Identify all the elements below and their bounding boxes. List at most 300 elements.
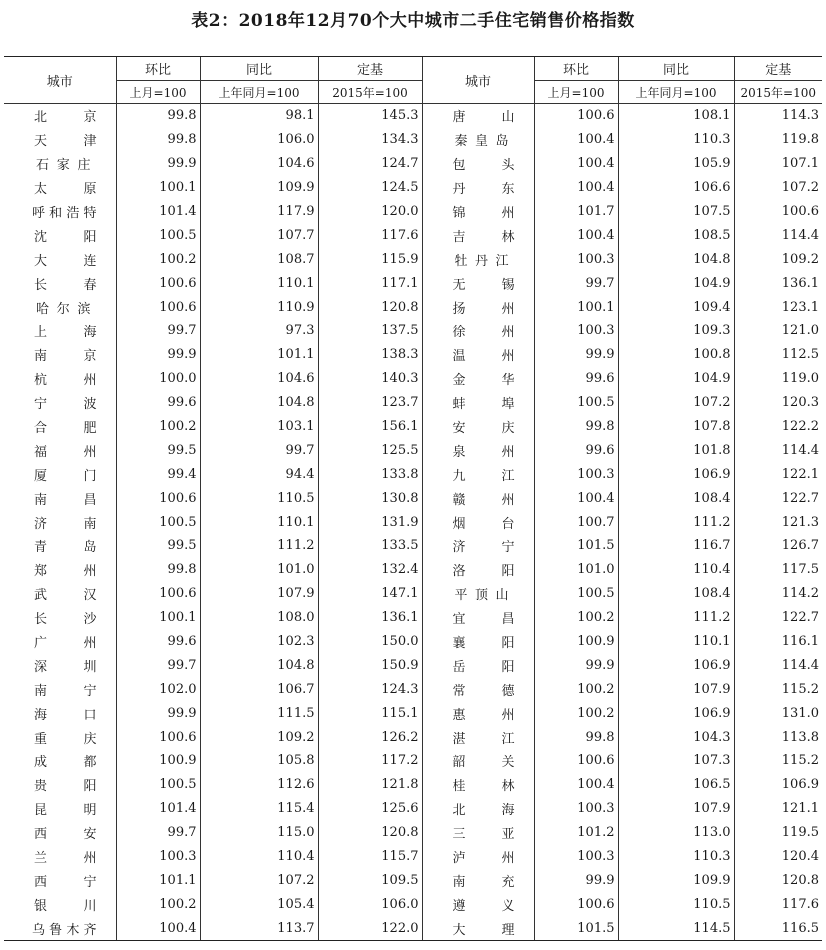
mom-value-left: 100.5 xyxy=(116,510,200,534)
city-name-left: 哈尔滨 xyxy=(4,295,116,319)
city-name-left: 南京 xyxy=(4,343,116,367)
base-value-right: 122.2 xyxy=(781,419,819,435)
city-name-left: 宁波 xyxy=(4,391,116,415)
base-value-left: 136.1 xyxy=(318,606,422,630)
table-row xyxy=(4,892,822,916)
mom-value-right: 100.7 xyxy=(534,510,618,534)
table-row xyxy=(4,653,822,677)
yoy-value-right: 108.5 xyxy=(618,223,734,247)
city-name-right: 丹东 xyxy=(422,176,534,200)
city-name-left: 沈阳 xyxy=(4,223,116,247)
base-value-right: 115.2 xyxy=(781,681,819,697)
table-row xyxy=(4,558,822,582)
city-name-left: 广州 xyxy=(4,630,116,654)
yoy-value-left: 108.0 xyxy=(200,606,318,630)
mom-value-left: 99.7 xyxy=(116,319,200,343)
mom-value-left: 100.0 xyxy=(116,367,200,391)
city-name-left: 杭州 xyxy=(4,367,116,391)
city-name-right: 无锡 xyxy=(422,271,534,295)
base-value-right: 100.6 xyxy=(781,204,819,219)
base-value-right: 123.1 xyxy=(781,299,819,315)
city-name-right: 锦州 xyxy=(422,200,534,224)
yoy-value-right: 108.1 xyxy=(618,104,734,128)
base-value-left: 120.8 xyxy=(318,821,422,845)
table-row xyxy=(4,223,822,247)
base-value-right: 121.0 xyxy=(781,323,819,339)
base-value-right: 109.2 xyxy=(781,251,819,267)
city-name-left: 石家庄 xyxy=(4,152,116,176)
yoy-value-left: 106.7 xyxy=(200,677,318,701)
city-name-left: 西安 xyxy=(4,821,116,845)
city-name-right: 洛阳 xyxy=(422,558,534,582)
header-row-labels xyxy=(4,57,822,81)
yoy-basis-right: 上年同月=100 xyxy=(618,81,734,104)
base-value-right: 119.8 xyxy=(781,132,819,148)
base-value-right: 114.4 xyxy=(781,442,819,458)
base-value-left: 117.6 xyxy=(318,223,422,247)
table-header xyxy=(4,57,822,104)
base-value-left: 120.0 xyxy=(318,200,422,224)
mom-value-left: 101.4 xyxy=(116,200,200,224)
city-name-left: 乌鲁木齐 xyxy=(4,916,116,940)
yoy-value-left: 109.9 xyxy=(200,176,318,200)
city-name-left: 大连 xyxy=(4,247,116,271)
base-value-right: 107.2 xyxy=(781,180,819,196)
yoy-value-left: 94.4 xyxy=(200,462,318,486)
base-value-left: 150.9 xyxy=(318,653,422,677)
yoy-value-left: 104.6 xyxy=(200,367,318,391)
yoy-value-left: 104.8 xyxy=(200,391,318,415)
table-row xyxy=(4,630,822,654)
city-name-right: 吉林 xyxy=(422,223,534,247)
city-name-right: 平顶山 xyxy=(422,582,534,606)
city-name-left: 昆明 xyxy=(4,797,116,821)
city-column-header-left: 城市 xyxy=(4,57,116,104)
table-row xyxy=(4,295,822,319)
base-value-left: 123.7 xyxy=(318,391,422,415)
base-basis-left: 2015年=100 xyxy=(318,81,422,104)
city-name-left: 济南 xyxy=(4,510,116,534)
table-row xyxy=(4,701,822,725)
mom-value-right: 100.4 xyxy=(534,176,618,200)
yoy-value-left: 103.1 xyxy=(200,415,318,439)
base-value-left: 124.5 xyxy=(318,176,422,200)
yoy-value-right: 105.9 xyxy=(618,152,734,176)
mom-value-left: 99.6 xyxy=(116,391,200,415)
base-value-right: 136.1 xyxy=(781,275,819,291)
base-value-right: 113.8 xyxy=(781,729,819,745)
base-value-right: 115.2 xyxy=(781,753,819,769)
mom-value-left: 100.6 xyxy=(116,486,200,510)
mom-value-left: 99.7 xyxy=(116,821,200,845)
mom-value-left: 99.4 xyxy=(116,462,200,486)
base-value-right: 114.4 xyxy=(781,227,819,243)
mom-value-left: 100.5 xyxy=(116,223,200,247)
mom-value-right: 100.2 xyxy=(534,701,618,725)
base-value-left: 150.0 xyxy=(318,630,422,654)
yoy-value-left: 111.5 xyxy=(200,701,318,725)
base-value-left: 109.5 xyxy=(318,869,422,893)
table-row xyxy=(4,773,822,797)
yoy-value-right: 104.9 xyxy=(618,271,734,295)
base-value-right: 122.7 xyxy=(781,610,819,626)
base-value-right: 117.6 xyxy=(781,896,819,912)
city-name-left: 海口 xyxy=(4,701,116,725)
mom-value-left: 100.5 xyxy=(116,773,200,797)
table-row xyxy=(4,677,822,701)
table-row xyxy=(4,797,822,821)
base-value-left: 147.1 xyxy=(318,582,422,606)
yoy-value-right: 109.3 xyxy=(618,319,734,343)
yoy-value-right: 106.9 xyxy=(618,701,734,725)
yoy-value-left: 109.2 xyxy=(200,725,318,749)
table-row xyxy=(4,438,822,462)
base-value-left: 124.3 xyxy=(318,677,422,701)
yoy-value-left: 99.7 xyxy=(200,438,318,462)
table-row xyxy=(4,582,822,606)
base-value-right: 112.5 xyxy=(781,347,819,363)
base-value-left: 137.5 xyxy=(318,319,422,343)
yoy-value-right: 107.3 xyxy=(618,749,734,773)
mom-value-right: 100.4 xyxy=(534,223,618,247)
city-name-left: 深圳 xyxy=(4,653,116,677)
mom-value-left: 100.1 xyxy=(116,176,200,200)
yoy-value-left: 112.6 xyxy=(200,773,318,797)
city-name-right: 温州 xyxy=(422,343,534,367)
base-value-right: 121.3 xyxy=(781,514,819,530)
yoy-value-left: 106.0 xyxy=(200,128,318,152)
mom-value-left: 100.2 xyxy=(116,415,200,439)
city-name-right: 桂林 xyxy=(422,773,534,797)
city-column-header-right: 城市 xyxy=(422,57,534,104)
base-value-left: 130.8 xyxy=(318,486,422,510)
yoy-value-left: 110.9 xyxy=(200,295,318,319)
yoy-value-left: 105.8 xyxy=(200,749,318,773)
yoy-value-right: 106.9 xyxy=(618,462,734,486)
table-row xyxy=(4,869,822,893)
mom-value-left: 100.4 xyxy=(116,916,200,940)
table-title: 表2：2018年12月70个大中城市二手住宅销售价格指数 xyxy=(191,11,635,31)
city-name-right: 扬州 xyxy=(422,295,534,319)
city-name-right: 襄阳 xyxy=(422,630,534,654)
base-value-right: 126.7 xyxy=(781,538,819,554)
mom-value-left: 99.9 xyxy=(116,343,200,367)
table-row xyxy=(4,247,822,271)
mom-value-left: 100.6 xyxy=(116,295,200,319)
base-value-left: 156.1 xyxy=(318,415,422,439)
mom-value-right: 99.8 xyxy=(534,725,618,749)
base-value-left: 134.3 xyxy=(318,128,422,152)
city-name-right: 金华 xyxy=(422,367,534,391)
table-row xyxy=(4,200,822,224)
mom-value-left: 99.8 xyxy=(116,104,200,128)
city-name-right: 岳阳 xyxy=(422,653,534,677)
table-row xyxy=(4,534,822,558)
mom-value-left: 99.5 xyxy=(116,438,200,462)
mom-value-right: 99.6 xyxy=(534,367,618,391)
mom-value-right: 100.2 xyxy=(534,677,618,701)
yoy-value-left: 110.1 xyxy=(200,510,318,534)
base-value-right: 120.4 xyxy=(781,849,819,865)
mom-value-left: 99.6 xyxy=(116,630,200,654)
base-value-left: 122.0 xyxy=(318,916,422,940)
yoy-value-left: 107.9 xyxy=(200,582,318,606)
table-row xyxy=(4,606,822,630)
table-row xyxy=(4,343,822,367)
mom-value-left: 100.2 xyxy=(116,892,200,916)
base-value-right: 116.5 xyxy=(781,920,819,936)
mom-value-right: 99.6 xyxy=(534,438,618,462)
mom-value-left: 101.4 xyxy=(116,797,200,821)
city-name-left: 银川 xyxy=(4,892,116,916)
city-name-right: 北海 xyxy=(422,797,534,821)
mom-basis-left: 上月=100 xyxy=(116,81,200,104)
mom-value-right: 99.9 xyxy=(534,869,618,893)
mom-value-left: 100.9 xyxy=(116,749,200,773)
yoy-value-right: 107.9 xyxy=(618,677,734,701)
city-name-right: 大理 xyxy=(422,916,534,940)
mom-value-right: 101.2 xyxy=(534,821,618,845)
base-value-left: 115.7 xyxy=(318,845,422,869)
city-name-right: 南充 xyxy=(422,869,534,893)
base-value-right: 119.0 xyxy=(781,371,819,387)
city-name-right: 常德 xyxy=(422,677,534,701)
base-value-left: 125.6 xyxy=(318,797,422,821)
yoy-value-left: 110.5 xyxy=(200,486,318,510)
table-body xyxy=(4,104,822,941)
yoy-value-left: 102.3 xyxy=(200,630,318,654)
city-name-left: 兰州 xyxy=(4,845,116,869)
mom-column-header-left: 环比 xyxy=(116,57,200,81)
city-name-left: 北京 xyxy=(4,104,116,128)
mom-value-left: 99.8 xyxy=(116,558,200,582)
base-value-right: 131.0 xyxy=(781,705,819,721)
base-value-left: 117.1 xyxy=(318,271,422,295)
yoy-value-right: 107.5 xyxy=(618,200,734,224)
mom-value-right: 101.7 xyxy=(534,200,618,224)
table-row xyxy=(4,152,822,176)
mom-value-right: 100.3 xyxy=(534,319,618,343)
yoy-value-left: 115.0 xyxy=(200,821,318,845)
city-name-right: 韶关 xyxy=(422,749,534,773)
yoy-value-right: 104.8 xyxy=(618,247,734,271)
yoy-value-left: 110.1 xyxy=(200,271,318,295)
city-name-right: 包头 xyxy=(422,152,534,176)
city-name-left: 天津 xyxy=(4,128,116,152)
yoy-value-right: 111.2 xyxy=(618,510,734,534)
yoy-value-left: 107.7 xyxy=(200,223,318,247)
city-name-right: 三亚 xyxy=(422,821,534,845)
mom-value-right: 100.3 xyxy=(534,845,618,869)
yoy-value-right: 110.1 xyxy=(618,630,734,654)
table-row xyxy=(4,486,822,510)
city-name-left: 厦门 xyxy=(4,462,116,486)
table-row xyxy=(4,916,822,940)
mom-value-left: 101.1 xyxy=(116,869,200,893)
table-row xyxy=(4,415,822,439)
mom-value-right: 99.9 xyxy=(534,653,618,677)
yoy-value-right: 110.4 xyxy=(618,558,734,582)
header-row-basis xyxy=(4,81,822,104)
city-name-right: 湛江 xyxy=(422,725,534,749)
mom-value-right: 100.6 xyxy=(534,104,618,128)
base-value-left: 132.4 xyxy=(318,558,422,582)
city-name-right: 牡丹江 xyxy=(422,247,534,271)
city-name-left: 青岛 xyxy=(4,534,116,558)
table-row xyxy=(4,845,822,869)
city-name-left: 福州 xyxy=(4,438,116,462)
yoy-value-left: 101.0 xyxy=(200,558,318,582)
mom-value-left: 99.9 xyxy=(116,152,200,176)
yoy-value-right: 110.3 xyxy=(618,845,734,869)
mom-value-left: 100.3 xyxy=(116,845,200,869)
mom-value-right: 100.4 xyxy=(534,486,618,510)
mom-value-right: 100.4 xyxy=(534,773,618,797)
mom-value-left: 99.8 xyxy=(116,128,200,152)
city-name-right: 唐山 xyxy=(422,104,534,128)
base-value-right: 122.7 xyxy=(781,490,819,506)
city-name-left: 合肥 xyxy=(4,415,116,439)
yoy-value-right: 107.2 xyxy=(618,391,734,415)
base-value-left: 121.8 xyxy=(318,773,422,797)
table-row xyxy=(4,725,822,749)
yoy-value-right: 106.6 xyxy=(618,176,734,200)
base-value-left: 133.5 xyxy=(318,534,422,558)
table-row xyxy=(4,176,822,200)
city-name-left: 南昌 xyxy=(4,486,116,510)
mom-value-right: 101.5 xyxy=(534,916,618,940)
table-row xyxy=(4,319,822,343)
yoy-value-right: 108.4 xyxy=(618,486,734,510)
mom-value-left: 99.7 xyxy=(116,653,200,677)
yoy-basis-left: 上年同月=100 xyxy=(200,81,318,104)
city-name-right: 秦皇岛 xyxy=(422,128,534,152)
base-value-left: 138.3 xyxy=(318,343,422,367)
city-name-left: 成都 xyxy=(4,749,116,773)
city-name-left: 呼和浩特 xyxy=(4,200,116,224)
yoy-value-left: 110.4 xyxy=(200,845,318,869)
base-value-right: 122.1 xyxy=(781,466,819,482)
base-value-left: 120.8 xyxy=(318,295,422,319)
yoy-value-right: 109.4 xyxy=(618,295,734,319)
table-row xyxy=(4,391,822,415)
city-name-right: 遵义 xyxy=(422,892,534,916)
yoy-value-right: 100.8 xyxy=(618,343,734,367)
table-row xyxy=(4,367,822,391)
mom-value-right: 100.6 xyxy=(534,749,618,773)
city-name-right: 泉州 xyxy=(422,438,534,462)
mom-value-right: 100.4 xyxy=(534,128,618,152)
base-column-header-right: 定基 xyxy=(734,57,822,81)
base-value-right: 119.5 xyxy=(781,825,819,841)
mom-value-left: 102.0 xyxy=(116,677,200,701)
base-basis-right: 2015年=100 xyxy=(734,81,822,104)
mom-value-right: 101.0 xyxy=(534,558,618,582)
yoy-value-left: 111.2 xyxy=(200,534,318,558)
mom-value-right: 100.1 xyxy=(534,295,618,319)
city-name-right: 宜昌 xyxy=(422,606,534,630)
mom-value-right: 99.9 xyxy=(534,343,618,367)
yoy-value-right: 104.3 xyxy=(618,725,734,749)
yoy-value-right: 108.4 xyxy=(618,582,734,606)
base-value-left: 140.3 xyxy=(318,367,422,391)
mom-column-header-right: 环比 xyxy=(534,57,618,81)
mom-value-right: 100.5 xyxy=(534,391,618,415)
mom-value-right: 100.9 xyxy=(534,630,618,654)
mom-value-right: 100.4 xyxy=(534,152,618,176)
city-name-right: 烟台 xyxy=(422,510,534,534)
base-value-right: 107.1 xyxy=(781,156,819,172)
mom-value-right: 99.8 xyxy=(534,415,618,439)
mom-value-right: 99.7 xyxy=(534,271,618,295)
base-value-left: 125.5 xyxy=(318,438,422,462)
city-name-left: 太原 xyxy=(4,176,116,200)
yoy-value-right: 109.9 xyxy=(618,869,734,893)
yoy-value-left: 97.3 xyxy=(200,319,318,343)
yoy-column-header-left: 同比 xyxy=(200,57,318,81)
mom-value-left: 100.6 xyxy=(116,725,200,749)
base-value-right: 116.1 xyxy=(781,634,819,650)
table-row xyxy=(4,128,822,152)
city-name-left: 重庆 xyxy=(4,725,116,749)
table-row xyxy=(4,271,822,295)
city-name-right: 泸州 xyxy=(422,845,534,869)
city-name-left: 武汉 xyxy=(4,582,116,606)
yoy-value-left: 117.9 xyxy=(200,200,318,224)
base-value-right: 120.8 xyxy=(781,872,819,888)
mom-value-right: 100.3 xyxy=(534,247,618,271)
price-index-table xyxy=(4,57,822,940)
base-value-left: 124.7 xyxy=(318,152,422,176)
yoy-value-left: 101.1 xyxy=(200,343,318,367)
table-row xyxy=(4,104,822,128)
mom-value-right: 100.6 xyxy=(534,892,618,916)
yoy-value-left: 113.7 xyxy=(200,916,318,940)
base-value-left: 126.2 xyxy=(318,725,422,749)
city-name-right: 惠州 xyxy=(422,701,534,725)
city-name-left: 西宁 xyxy=(4,869,116,893)
base-value-right: 114.3 xyxy=(781,108,819,124)
city-name-left: 南宁 xyxy=(4,677,116,701)
yoy-value-left: 98.1 xyxy=(200,104,318,128)
yoy-value-left: 107.2 xyxy=(200,869,318,893)
yoy-value-right: 110.3 xyxy=(618,128,734,152)
base-value-left: 133.8 xyxy=(318,462,422,486)
yoy-value-left: 105.4 xyxy=(200,892,318,916)
mom-basis-right: 上月=100 xyxy=(534,81,618,104)
yoy-column-header-right: 同比 xyxy=(618,57,734,81)
city-name-left: 郑州 xyxy=(4,558,116,582)
base-value-left: 106.0 xyxy=(318,892,422,916)
city-name-left: 长沙 xyxy=(4,606,116,630)
city-name-right: 济宁 xyxy=(422,534,534,558)
yoy-value-left: 104.8 xyxy=(200,653,318,677)
mom-value-right: 100.5 xyxy=(534,582,618,606)
city-name-right: 徐州 xyxy=(422,319,534,343)
city-name-right: 赣州 xyxy=(422,486,534,510)
city-name-right: 蚌埠 xyxy=(422,391,534,415)
base-value-right: 114.4 xyxy=(781,657,819,673)
yoy-value-right: 110.5 xyxy=(618,892,734,916)
mom-value-right: 100.2 xyxy=(534,606,618,630)
yoy-value-right: 104.9 xyxy=(618,367,734,391)
city-name-left: 长春 xyxy=(4,271,116,295)
mom-value-left: 99.5 xyxy=(116,534,200,558)
mom-value-left: 100.6 xyxy=(116,582,200,606)
yoy-value-left: 104.6 xyxy=(200,152,318,176)
base-value-right: 114.2 xyxy=(781,586,819,602)
yoy-value-left: 108.7 xyxy=(200,247,318,271)
